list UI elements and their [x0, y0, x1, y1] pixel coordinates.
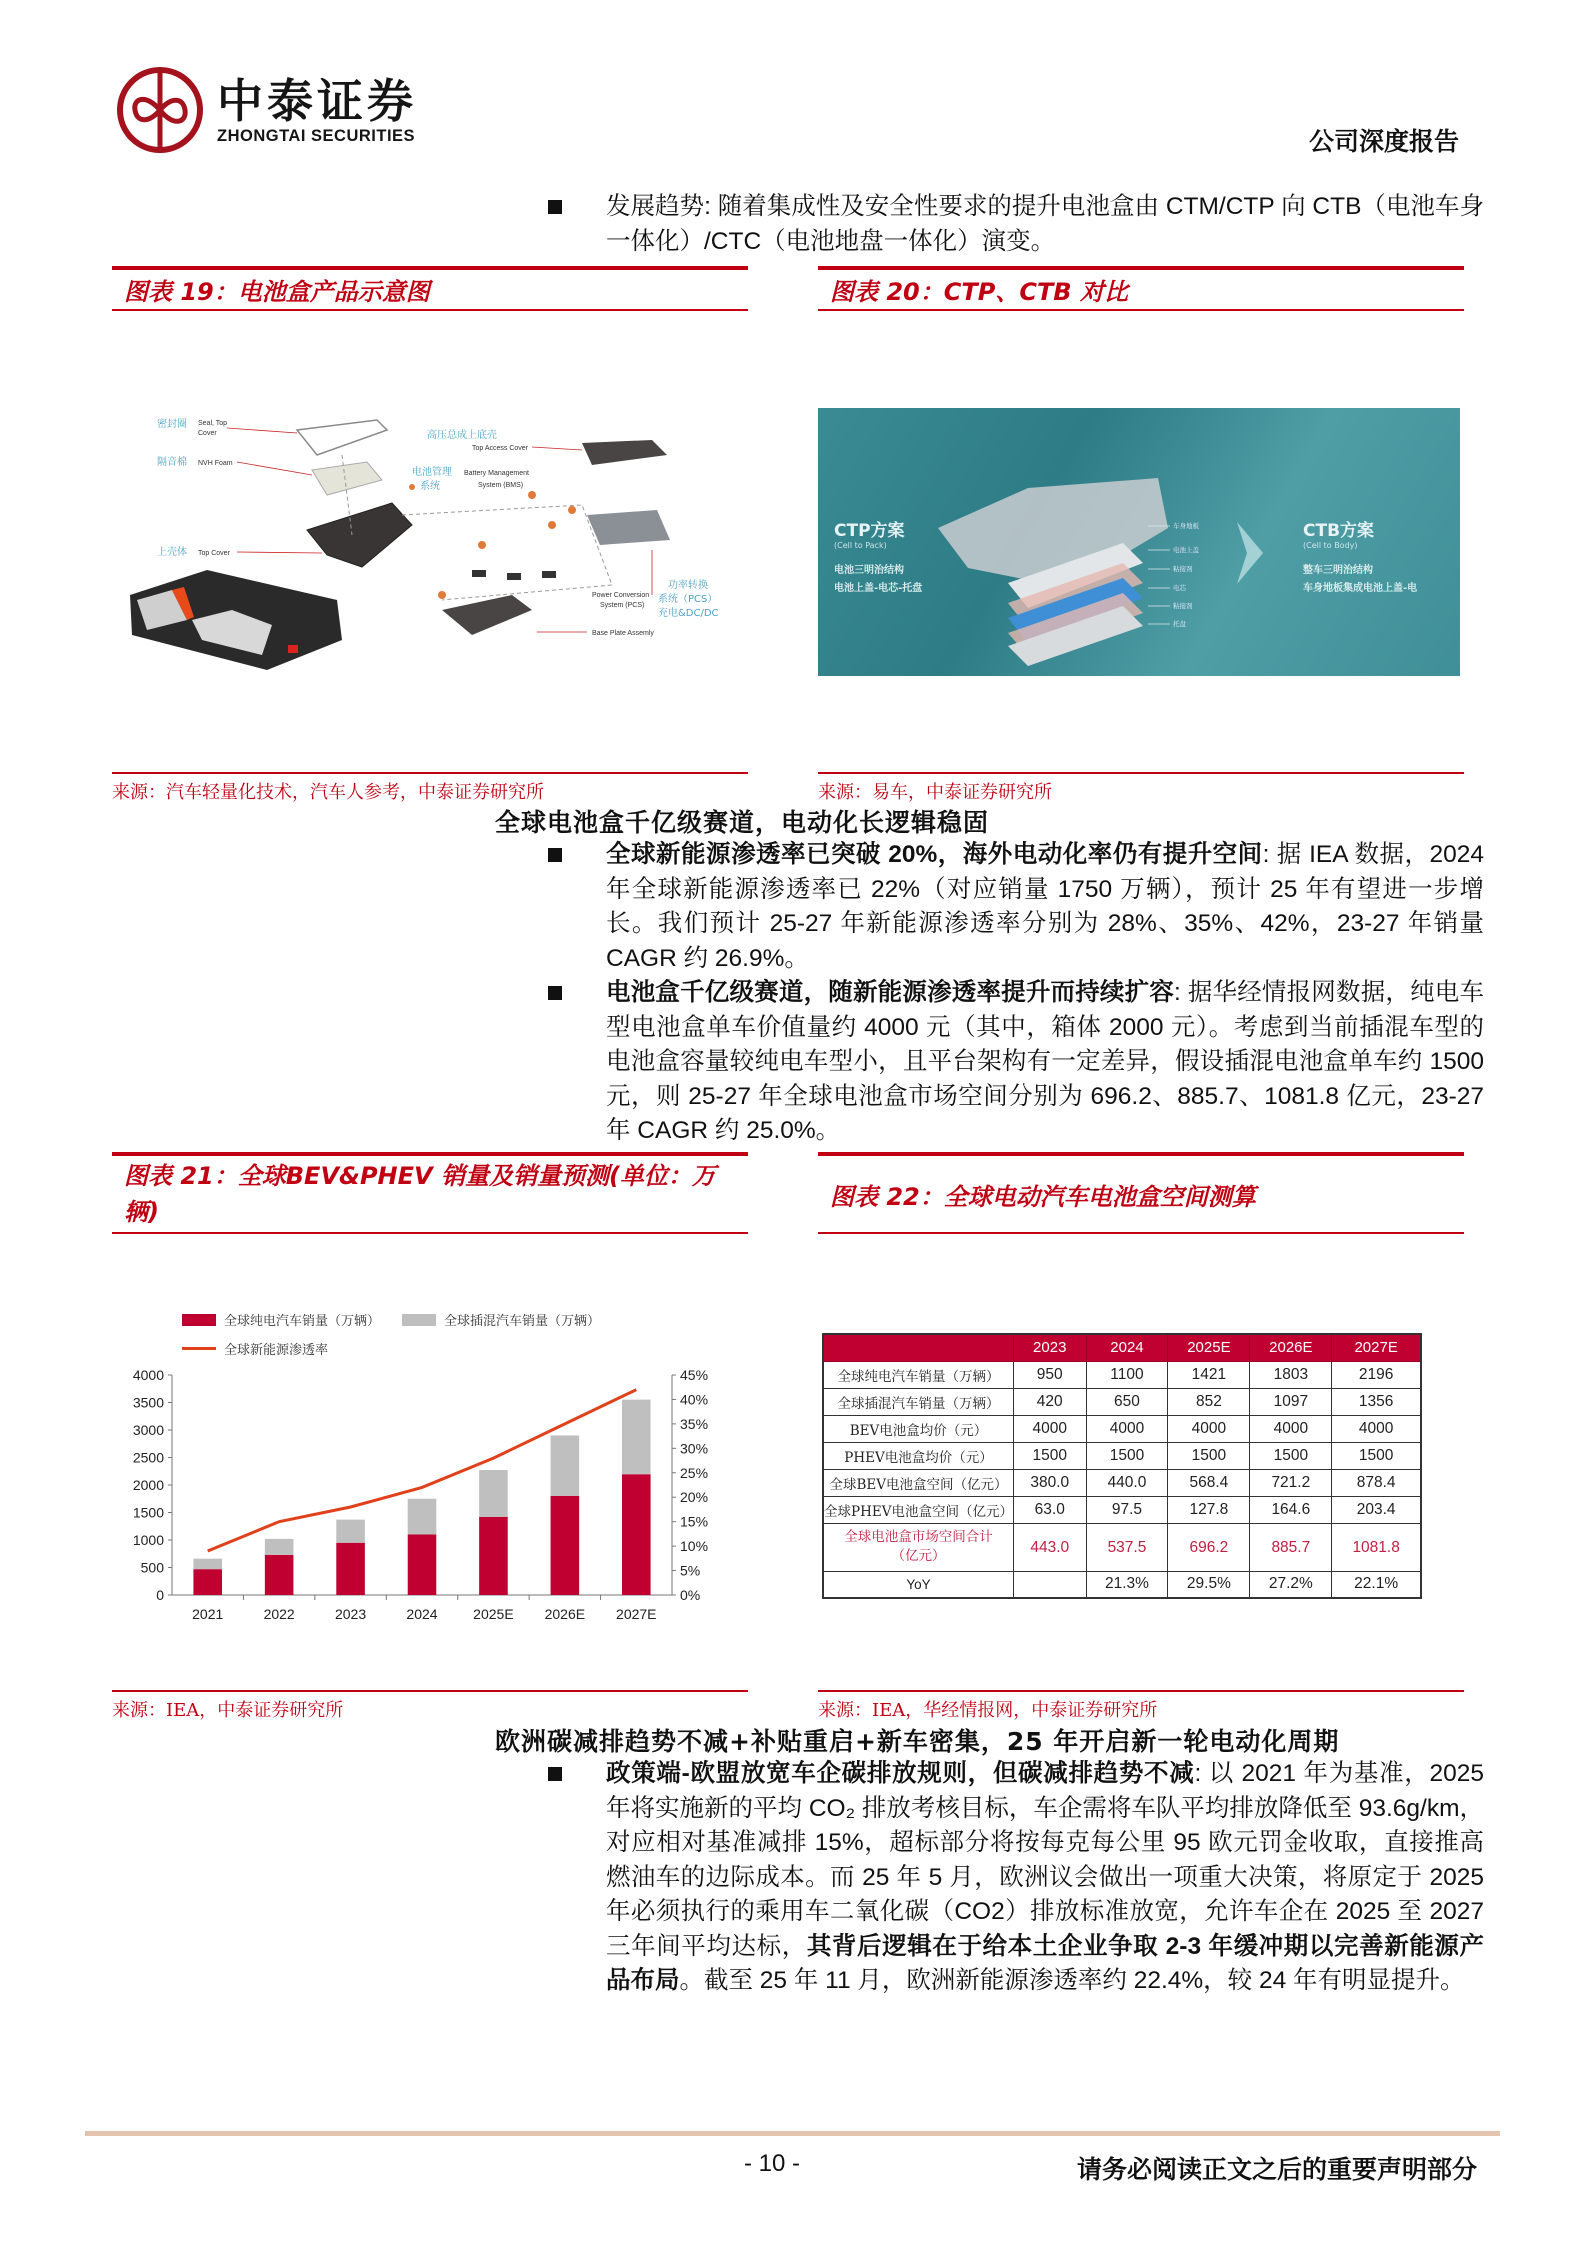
- y-left-tick-label: 2000: [132, 1477, 164, 1493]
- svg-text:System (PCS): System (PCS): [600, 602, 645, 609]
- table-row: [823, 1571, 1421, 1598]
- table-cell: 2196: [1332, 1361, 1421, 1388]
- table-header-row: [823, 1334, 1421, 1361]
- y-right-tick-label: 0%: [680, 1587, 701, 1603]
- y-right-tick-label: 10%: [680, 1538, 709, 1555]
- table-cell: 380.0: [1013, 1469, 1086, 1496]
- table-header-year: 2027E: [1332, 1334, 1421, 1361]
- table-row-label: BEV电池盒均价（元）: [823, 1415, 1013, 1442]
- table-cell: 1421: [1168, 1361, 1250, 1388]
- svg-text:Battery Management: Battery Management: [464, 470, 529, 477]
- table-cell: 63.0: [1013, 1496, 1086, 1523]
- battery-box-market-table: [822, 1333, 1422, 1599]
- ctb-desc-line-2: 车身地板集成电池上盖-电: [1303, 583, 1418, 594]
- figure-19-source: 来源：汽车轻量化技术，汽车人参考，中泰证券研究所: [112, 772, 748, 804]
- table-cell: 29.5%: [1168, 1571, 1250, 1598]
- table-header-corner: [823, 1334, 1013, 1361]
- figure-22-title: [818, 1152, 1464, 1234]
- table-header-year: 2026E: [1250, 1334, 1332, 1361]
- table-cell: 878.4: [1332, 1469, 1421, 1496]
- svg-text:上壳体: 上壳体: [157, 547, 187, 558]
- intro-bullet-text: 发展趋势: 随着集成性及安全性要求的提升电池盒由 CTM/CTP 向 CTB（电池车身一体化）/CTC（电池地盘一体化）演变。: [606, 193, 1484, 255]
- table-row: [823, 1442, 1421, 1469]
- svg-text:System (BMS): System (BMS): [478, 482, 524, 489]
- ctb-title: CTB方案: [1303, 521, 1375, 541]
- svg-text:高压总成上底壳: 高压总成上底壳: [427, 430, 497, 441]
- y-right-tick-label: 5%: [680, 1562, 701, 1579]
- svg-text:Seal, Top: Seal, Top: [198, 420, 228, 427]
- bar-bev: [336, 1543, 365, 1595]
- y-left-tick-label: 2500: [132, 1449, 164, 1466]
- chevron-right-icon: [1233, 518, 1273, 588]
- svg-text:Top Access Cover: Top Access Cover: [472, 445, 529, 452]
- intro-bullet: [548, 190, 1484, 259]
- section-1-title: 全球电池盒千亿级赛道，电动化长逻辑稳固: [495, 808, 990, 837]
- table-cell: 1500: [1168, 1442, 1250, 1469]
- figure-21-source: 来源：IEA，中泰证券研究所: [112, 1690, 748, 1722]
- section-1-bullet-2: [548, 976, 1484, 1149]
- table-row-label: 全球插混汽车销量（万辆）: [823, 1388, 1013, 1415]
- bar-bev: [551, 1496, 580, 1595]
- svg-text:NVH Foam: NVH Foam: [198, 460, 233, 467]
- table-row-label: 全球PHEV电池盒空间（亿元）: [823, 1496, 1013, 1523]
- x-tick-label: 2023: [334, 1606, 367, 1622]
- table-cell: 27.2%: [1250, 1571, 1332, 1598]
- table-row-label: 全球纯电汽车销量（万辆）: [823, 1361, 1013, 1388]
- svg-text:系统（PCS）: 系统（PCS）: [658, 594, 718, 605]
- disclaimer-link: 请务必阅读正文之后的重要声明部分: [1076, 2155, 1477, 2184]
- legend-bev-label: 全球纯电汽车销量（万辆）: [224, 1314, 381, 1329]
- y-right-tick-label: 45%: [680, 1367, 709, 1383]
- bullet-2-bold: 电池盒千亿级赛道，随新能源渗透率提升而持续扩容: [606, 979, 1175, 1006]
- bar-phev: [622, 1400, 651, 1475]
- svg-text:托盘: 托盘: [1173, 620, 1186, 628]
- x-tick-label: 2021: [192, 1606, 224, 1622]
- x-tick-label: 2024: [406, 1606, 438, 1622]
- svg-text:电池上盖: 电池上盖: [1173, 546, 1199, 554]
- figure-21-title-text: 图表 21：全球BEV&PHEV 销量及销量预测(单位：万辆): [124, 1162, 716, 1226]
- bev-phev-sales-chart: [112, 1290, 732, 1635]
- table-header-year: 2025E: [1168, 1334, 1250, 1361]
- table-cell: 1803: [1250, 1361, 1332, 1388]
- figure-19-title-text: 图表 19：电池盒产品示意图: [124, 278, 430, 306]
- table-cell: 4000: [1332, 1415, 1421, 1442]
- x-tick-label: 2022: [263, 1606, 295, 1622]
- y-left-tick-label: 0: [156, 1587, 164, 1603]
- battery-box-exploded-diagram: [112, 395, 732, 685]
- svg-text:密封圈: 密封圈: [157, 419, 187, 430]
- svg-text:充电&DC/DC: 充电&DC/DC: [658, 608, 719, 619]
- svg-text:Base Plate Assemly: Base Plate Assemly: [592, 630, 654, 637]
- ctb-subtitle: (Cell to Body): [1303, 541, 1358, 550]
- table-cell: 420: [1013, 1388, 1086, 1415]
- table-cell: 1100: [1086, 1361, 1168, 1388]
- table-cell: 696.2: [1168, 1523, 1250, 1571]
- bullet-1-text: : 据 IEA 数据，2024 年全球新能源渗透率已 22%（对应销量 1750 万辆），预计 25 年有望进一步增长。我们预计 25-27 年新能源渗透率分别为 28%、35%、42%，23-27 年销量 CAGR 约 26.9%。: [606, 841, 1484, 972]
- y-right-tick-label: 20%: [680, 1489, 709, 1506]
- table-cell: 1097: [1250, 1388, 1332, 1415]
- bar-bev: [265, 1555, 294, 1595]
- table-cell: 164.6: [1250, 1496, 1332, 1523]
- x-tick-label: 2027E: [616, 1606, 657, 1622]
- chart-plot-area: [112, 1290, 732, 1635]
- table-row: [823, 1415, 1421, 1442]
- table-cell: 1500: [1250, 1442, 1332, 1469]
- svg-text:系统: 系统: [420, 481, 440, 492]
- section-2-bold-2: 其背后逻辑在于给本土企业争取 2-3 年缓冲期以完善新能源产品布局: [606, 1932, 1485, 1994]
- brand-logo: [115, 65, 417, 155]
- table-cell: 4000: [1013, 1415, 1086, 1442]
- y-left-tick-label: 1000: [132, 1532, 164, 1548]
- table-cell: 440.0: [1086, 1469, 1168, 1496]
- bullet-1-bold: 全球新能源渗透率已突破 20%，海外电动化率仍有提升空间: [606, 841, 1263, 868]
- bullet-2-text: : 据华经情报网数据，纯电车型电池盒单车价值量约 4000 元（其中，箱体 2000 元）。考虑到当前插混车型的电池盒容量较纯电车型小，且平台架构有一定差异，假设插混电池盒单车约 1500 元，则 25-27 年全球电池盒市场空间分别为 696.2、885.7、1081.8 亿元，23-27 年 CAGR 约 25.0%。: [606, 979, 1484, 1144]
- table-row: [823, 1388, 1421, 1415]
- bar-phev: [336, 1520, 365, 1543]
- y-left-tick-label: 500: [140, 1559, 164, 1576]
- figure-20-title-text: 图表 20：CTP、CTB 对比: [830, 278, 1128, 306]
- svg-text:车身地板: 车身地板: [1173, 522, 1199, 530]
- table-cell: 1081.8: [1332, 1523, 1421, 1571]
- ctp-ctb-comparison-image: [818, 408, 1460, 676]
- battery-layer-stack-graphic: [908, 448, 1218, 668]
- figure-19-title: [112, 266, 748, 311]
- section-1-bullet-1: [548, 838, 1484, 976]
- table-row: [823, 1469, 1421, 1496]
- bar-phev: [551, 1436, 580, 1496]
- svg-text:粘接剂: 粘接剂: [1173, 565, 1193, 573]
- y-right-tick-label: 35%: [680, 1415, 709, 1432]
- figure-21-title: [112, 1152, 748, 1234]
- y-left-tick-label: 3000: [132, 1422, 164, 1438]
- table-row-label: 全球BEV电池盒空间（亿元）: [823, 1469, 1013, 1496]
- brand-name-cn: 中泰证券: [217, 73, 417, 128]
- footer-divider: [85, 2131, 1500, 2136]
- table-cell: 721.2: [1250, 1469, 1332, 1496]
- bullet-square-icon: [548, 848, 562, 862]
- table-cell: 1356: [1332, 1388, 1421, 1415]
- table-cell: [1013, 1571, 1086, 1598]
- y-left-tick-label: 1500: [132, 1504, 164, 1521]
- table-cell: 4000: [1168, 1415, 1250, 1442]
- bullet-square-icon: [548, 1767, 562, 1781]
- x-tick-label: 2026E: [544, 1606, 586, 1622]
- svg-text:Cover: Cover: [198, 430, 217, 437]
- bar-bev: [408, 1535, 437, 1596]
- svg-text:粘接剂: 粘接剂: [1173, 602, 1193, 610]
- table-cell: 97.5: [1086, 1496, 1168, 1523]
- table-cell: 852: [1168, 1388, 1250, 1415]
- ctb-block: [1303, 516, 1417, 598]
- table-cell: 443.0: [1013, 1523, 1086, 1571]
- table-cell: 537.5: [1086, 1523, 1168, 1571]
- table-row-label: PHEV电池盒均价（元）: [823, 1442, 1013, 1469]
- table-cell: 4000: [1086, 1415, 1168, 1442]
- report-type: 公司深度报告: [1308, 127, 1459, 156]
- figure-22-source: 来源：IEA，华经情报网，中泰证券研究所: [818, 1690, 1464, 1722]
- zhongtai-logo-icon: [115, 65, 205, 155]
- y-right-tick-label: 40%: [680, 1391, 709, 1408]
- ctp-desc-line-1: 电池三明治结构: [834, 565, 904, 576]
- table-row-label: 全球电池盒市场空间合计（亿元）: [823, 1523, 1013, 1571]
- figure-20-source: 来源：易车，中泰证券研究所: [818, 772, 1464, 804]
- y-right-tick-label: 15%: [680, 1513, 709, 1530]
- table-cell: 1500: [1086, 1442, 1168, 1469]
- bar-phev: [479, 1470, 508, 1517]
- bullet-square-icon: [548, 986, 562, 1000]
- table-row: [823, 1361, 1421, 1388]
- ctp-title: CTP方案: [834, 521, 905, 541]
- svg-text:Power Conversion: Power Conversion: [592, 592, 650, 599]
- legend-phev-label: 全球插混汽车销量（万辆）: [444, 1314, 601, 1329]
- figure-20-title: [818, 266, 1464, 311]
- table-cell: 950: [1013, 1361, 1086, 1388]
- table-cell: 650: [1086, 1388, 1168, 1415]
- table-row-label: YoY: [823, 1571, 1013, 1598]
- y-right-tick-label: 30%: [680, 1440, 709, 1457]
- table-row: [823, 1496, 1421, 1523]
- table-cell: 21.3%: [1086, 1571, 1168, 1598]
- table-cell: 22.1%: [1332, 1571, 1421, 1598]
- battery-box-diagram-graphic: [112, 395, 732, 685]
- figure-22-title-text: 图表 22：全球电动汽车电池盒空间测算: [830, 1182, 1256, 1211]
- table-row: [823, 1523, 1421, 1571]
- section-2-text-1: : 以 2021 年为基准，2025 年将实施新的平均 CO₂ 排放考核目标，车企需将车队平均排放降低至 93.6g/km，对应相对基准减排 15%，超标部分将按每克每公里 95 欧元罚金收取，直接推高燃油车的边际成本。而 25 年 5 月，欧洲议会做出一项重大决策，将原定于 2025 年必须执行的乘用车二氧化碳（CO2）排放标准放宽，允许车企在 2025 至 2027 三年间平均达标，: [606, 1760, 1485, 1960]
- bar-phev: [408, 1499, 437, 1535]
- ctp-desc-line-2: 电池上盖-电芯-托盘: [834, 583, 923, 594]
- table-cell: 1500: [1332, 1442, 1421, 1469]
- brand-name-en: ZHONGTAI SECURITIES: [217, 126, 416, 145]
- bar-bev: [622, 1474, 651, 1595]
- x-tick-label: 2025E: [473, 1606, 514, 1622]
- table-cell: 4000: [1250, 1415, 1332, 1442]
- section-2-text-2: 。截至 25 年 11 月，欧洲新能源渗透率约 22.4%，较 24 年有明显提升。: [679, 1967, 1465, 1994]
- svg-text:Top Cover: Top Cover: [198, 550, 230, 557]
- table-cell: 885.7: [1250, 1523, 1332, 1571]
- legend-penetration-label: 全球新能源渗透率: [224, 1343, 329, 1358]
- svg-text:隔音棉: 隔音棉: [157, 457, 187, 468]
- market-space-table: [822, 1333, 1422, 1599]
- svg-text:功率转换: 功率转换: [668, 580, 708, 591]
- table-cell: 1500: [1013, 1442, 1086, 1469]
- y-left-tick-label: 3500: [132, 1394, 164, 1411]
- table-cell: 203.4: [1332, 1496, 1421, 1523]
- table-cell: 568.4: [1168, 1469, 1250, 1496]
- table-header-year: 2023: [1013, 1334, 1086, 1361]
- bar-bev: [193, 1569, 222, 1595]
- bullet-square-icon: [548, 200, 562, 214]
- y-right-tick-label: 25%: [680, 1464, 709, 1481]
- svg-text:电芯: 电芯: [1173, 584, 1186, 592]
- ctb-desc-line-1: 整车三明治结构: [1303, 565, 1373, 576]
- bar-bev: [479, 1517, 508, 1595]
- section-2-title: 欧洲碳减排趋势不减+补贴重启+新车密集，25 年开启新一轮电动化周期: [495, 1727, 1340, 1756]
- bar-phev: [193, 1559, 222, 1569]
- svg-text:电池管理: 电池管理: [412, 467, 452, 478]
- table-cell: 127.8: [1168, 1496, 1250, 1523]
- table-header-year: 2024: [1086, 1334, 1168, 1361]
- section-2-bullet: [548, 1757, 1484, 1999]
- page-number: - 10 -: [744, 2150, 801, 2177]
- ctp-subtitle: (Cell to Pack): [834, 541, 887, 550]
- section-2-bold-1: 政策端-欧盟放宽车企碳排放规则，但碳减排趋势不减: [606, 1760, 1195, 1787]
- y-left-tick-label: 4000: [132, 1367, 164, 1383]
- bar-phev: [265, 1539, 294, 1555]
